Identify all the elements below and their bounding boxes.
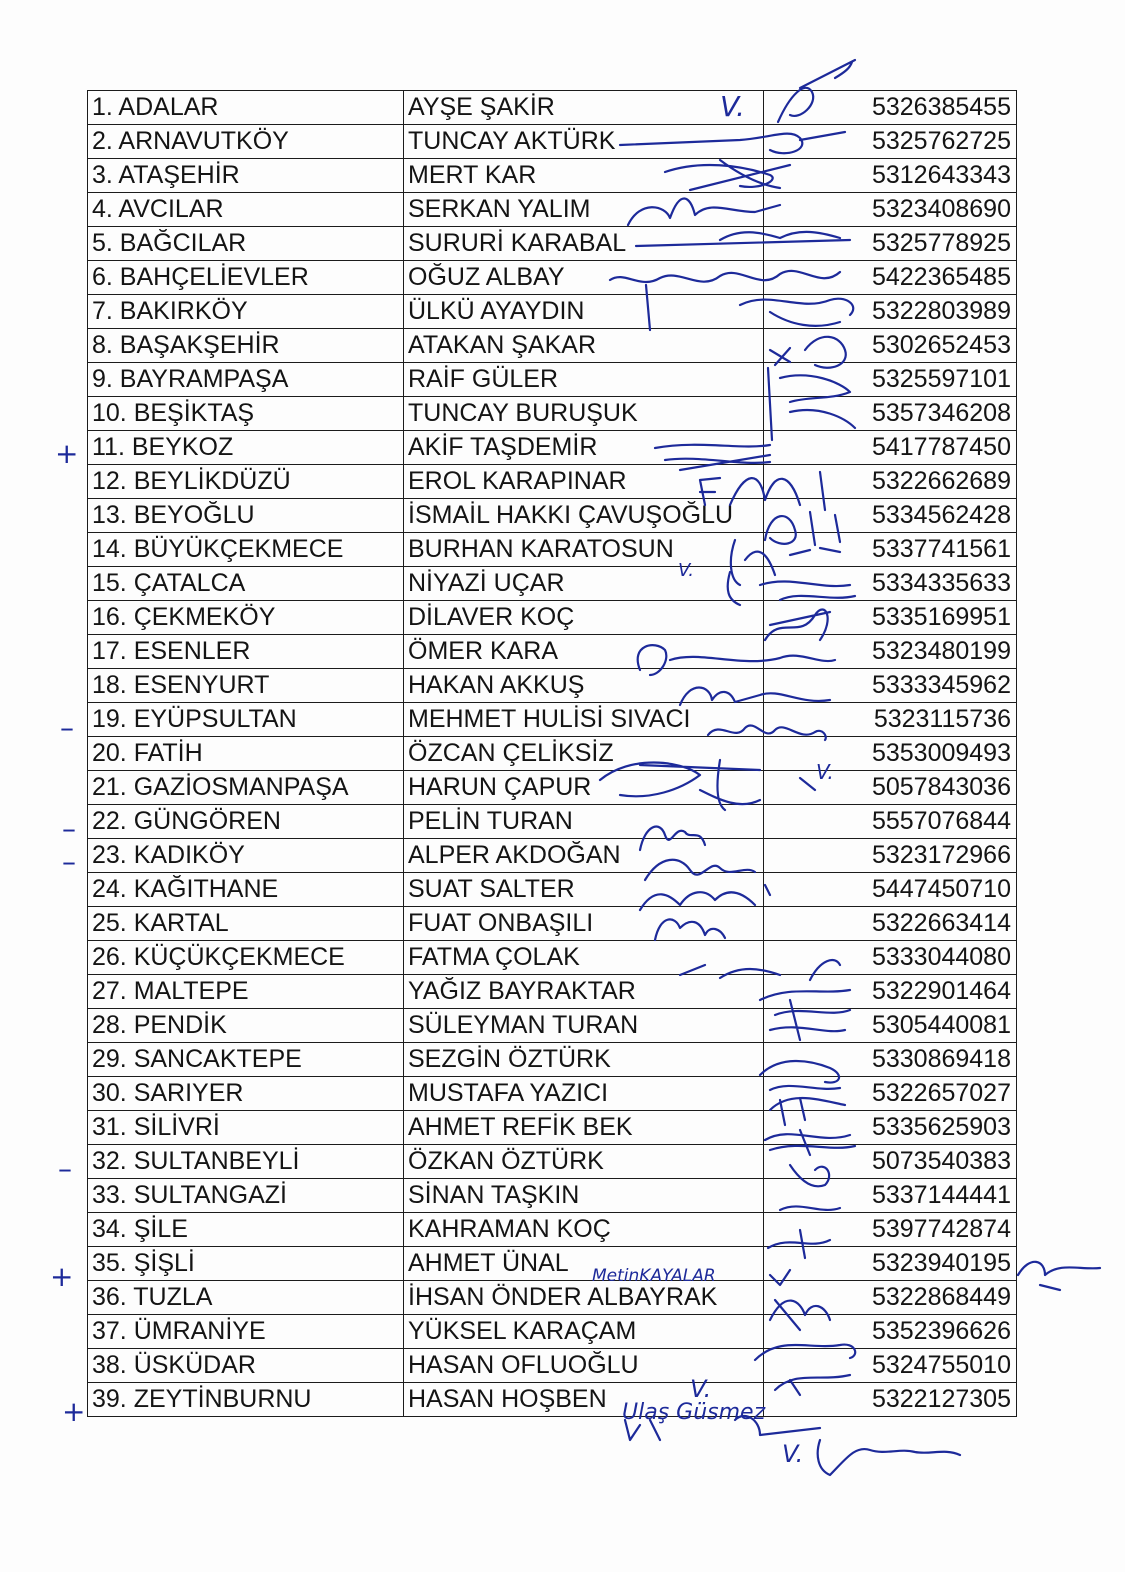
phone-cell: 5322901464: [764, 975, 1017, 1009]
person-cell: FATMA ÇOLAK: [404, 941, 764, 975]
district-cell: 7. BAKIRKÖY: [88, 295, 404, 329]
phone-cell: 5322868449: [764, 1281, 1017, 1315]
person-cell: HASAN HOŞBEN: [404, 1383, 764, 1417]
phone-cell: 5557076844: [764, 805, 1017, 839]
phone-cell: 5353009493: [764, 737, 1017, 771]
district-cell: 11. BEYKOZ: [88, 431, 404, 465]
phone-cell: 5334335633: [764, 567, 1017, 601]
phone-cell: 5397742874: [764, 1213, 1017, 1247]
table-row: [88, 465, 1017, 499]
phone-cell: 5333044080: [764, 941, 1017, 975]
district-cell: 6. BAHÇELİEVLER: [88, 261, 404, 295]
phone-cell: 5323408690: [764, 193, 1017, 227]
phone-cell: 5352396626: [764, 1315, 1017, 1349]
district-cell: 38. ÜSKÜDAR: [88, 1349, 404, 1383]
person-cell: PELİN TURAN: [404, 805, 764, 839]
phone-cell: 5323172966: [764, 839, 1017, 873]
district-cell: 3. ATAŞEHİR: [88, 159, 404, 193]
person-cell: FUAT ONBAŞILI: [404, 907, 764, 941]
person-cell: NİYAZİ UÇAR: [404, 567, 764, 601]
phone-cell: 5324755010: [764, 1349, 1017, 1383]
person-cell: HARUN ÇAPUR: [404, 771, 764, 805]
person-cell: EROL KARAPINAR: [404, 465, 764, 499]
phone-cell: 5326385455: [764, 91, 1017, 125]
table-row: [88, 1111, 1017, 1145]
district-cell: 32. SULTANBEYLİ: [88, 1145, 404, 1179]
person-cell: YÜKSEL KARAÇAM: [404, 1315, 764, 1349]
table-row: [88, 805, 1017, 839]
person-cell: SÜLEYMAN TURAN: [404, 1009, 764, 1043]
phone-cell: 5357346208: [764, 397, 1017, 431]
phone-cell: 5337741561: [764, 533, 1017, 567]
phone-cell: 5333345962: [764, 669, 1017, 703]
phone-cell: 5322127305: [764, 1383, 1017, 1417]
district-cell: 27. MALTEPE: [88, 975, 404, 1009]
proxy-mark-row-20: V.: [816, 760, 834, 784]
district-cell: 18. ESENYURT: [88, 669, 404, 703]
district-cell: 33. SULTANGAZİ: [88, 1179, 404, 1213]
district-cell: 1. ADALAR: [88, 91, 404, 125]
phone-cell: 5422365485: [764, 261, 1017, 295]
person-cell: RAİF GÜLER: [404, 363, 764, 397]
phone-cell: 5335625903: [764, 1111, 1017, 1145]
district-cell: 4. AVCILAR: [88, 193, 404, 227]
district-cell: 8. BAŞAKŞEHİR: [88, 329, 404, 363]
district-cell: 34. ŞİLE: [88, 1213, 404, 1247]
table-row: [88, 839, 1017, 873]
table-row: [88, 567, 1017, 601]
district-cell: 15. ÇATALCA: [88, 567, 404, 601]
person-cell: MUSTAFA YAZICI: [404, 1077, 764, 1111]
margin-plus-row-35: +: [50, 1260, 74, 1293]
phone-cell: 5417787450: [764, 431, 1017, 465]
phone-cell: 5335169951: [764, 601, 1017, 635]
table-row: [88, 941, 1017, 975]
proxy-mark-row-1: V.: [720, 90, 745, 123]
district-cell: 24. KAĞITHANE: [88, 873, 404, 907]
table-row: [88, 601, 1017, 635]
table-row: [88, 669, 1017, 703]
person-cell: ÖZCAN ÇELİKSİZ: [404, 737, 764, 771]
district-cell: 20. FATİH: [88, 737, 404, 771]
person-cell: AHMET REFİK BEK: [404, 1111, 764, 1145]
table-row: [88, 873, 1017, 907]
margin-dash-row-22: –: [62, 812, 76, 845]
table-row: [88, 975, 1017, 1009]
person-cell: ÜLKÜ AYAYDIN: [404, 295, 764, 329]
table-row: [88, 431, 1017, 465]
person-cell: MEHMET HULİSİ SIVACI: [404, 703, 764, 737]
table-row: [88, 295, 1017, 329]
person-cell: OĞUZ ALBAY: [404, 261, 764, 295]
phone-cell: 5057843036: [764, 771, 1017, 805]
table-row: [88, 261, 1017, 295]
table-row: [88, 737, 1017, 771]
table-row: [88, 907, 1017, 941]
district-cell: 26. KÜÇÜKÇEKMECE: [88, 941, 404, 975]
phone-cell: 5325597101: [764, 363, 1017, 397]
table-row: [88, 771, 1017, 805]
phone-cell: 5323115736: [764, 703, 1017, 737]
person-cell: SURURİ KARABAL: [404, 227, 764, 261]
proxy-mark-row-38: V.: [690, 1375, 712, 1403]
district-cell: 37. ÜMRANİYE: [88, 1315, 404, 1349]
district-cell: 9. BAYRAMPAŞA: [88, 363, 404, 397]
phone-cell: 5325778925: [764, 227, 1017, 261]
person-cell: AHMET ÜNAL: [404, 1247, 764, 1281]
table-row: [88, 1315, 1017, 1349]
margin-plus-row-39: +: [62, 1395, 86, 1428]
margin-dash-row-32: –: [58, 1152, 72, 1185]
district-cell: 23. KADIKÖY: [88, 839, 404, 873]
phone-cell: 5330869418: [764, 1043, 1017, 1077]
district-cell: 21. GAZİOSMANPAŞA: [88, 771, 404, 805]
person-cell: AYŞE ŞAKİR: [404, 91, 764, 125]
district-cell: 2. ARNAVUTKÖY: [88, 125, 404, 159]
phone-cell: 5323940195: [764, 1247, 1017, 1281]
person-cell: İSMAİL HAKKI ÇAVUŞOĞLU: [404, 499, 764, 533]
phone-cell: 5302652453: [764, 329, 1017, 363]
district-cell: 17. ESENLER: [88, 635, 404, 669]
district-cell: 22. GÜNGÖREN: [88, 805, 404, 839]
table-row: [88, 1043, 1017, 1077]
phone-cell: 5447450710: [764, 873, 1017, 907]
person-cell: SİNAN TAŞKIN: [404, 1179, 764, 1213]
table-row: [88, 1383, 1017, 1417]
person-cell: BURHAN KARATOSUN: [404, 533, 764, 567]
phone-cell: 5305440081: [764, 1009, 1017, 1043]
table-row: [88, 193, 1017, 227]
person-cell: SUAT SALTER: [404, 873, 764, 907]
phone-cell: 5073540383: [764, 1145, 1017, 1179]
table-row: [88, 397, 1017, 431]
district-cell: 12. BEYLİKDÜZÜ: [88, 465, 404, 499]
district-cell: 28. PENDİK: [88, 1009, 404, 1043]
table-row: [88, 1009, 1017, 1043]
person-cell: ATAKAN ŞAKAR: [404, 329, 764, 363]
phone-cell: 5312643343: [764, 159, 1017, 193]
district-cell: 29. SANCAKTEPE: [88, 1043, 404, 1077]
person-cell: İHSAN ÖNDER ALBAYRAK: [404, 1281, 764, 1315]
table-row: [88, 227, 1017, 261]
district-cell: 35. ŞİŞLİ: [88, 1247, 404, 1281]
phone-cell: 5337144441: [764, 1179, 1017, 1213]
district-cell: 5. BAĞCILAR: [88, 227, 404, 261]
person-cell: AKİF TAŞDEMİR: [404, 431, 764, 465]
person-cell: SEZGİN ÖZTÜRK: [404, 1043, 764, 1077]
table-row: [88, 1145, 1017, 1179]
person-cell: ÖMER KARA: [404, 635, 764, 669]
phone-cell: 5323480199: [764, 635, 1017, 669]
table-row: [88, 1349, 1017, 1383]
handwritten-note-row-39: Ulaş Güsmez: [622, 1400, 766, 1425]
margin-dash-row-23: –: [62, 845, 76, 878]
district-cell: 31. SİLİVRİ: [88, 1111, 404, 1145]
phone-cell: 5322662689: [764, 465, 1017, 499]
person-cell: KAHRAMAN KOÇ: [404, 1213, 764, 1247]
table-row: [88, 635, 1017, 669]
table-row: [88, 125, 1017, 159]
table-row: [88, 1077, 1017, 1111]
phone-cell: 5322663414: [764, 907, 1017, 941]
margin-dash-row-19: –: [60, 711, 74, 744]
person-cell: ALPER AKDOĞAN: [404, 839, 764, 873]
table-row: [88, 363, 1017, 397]
table-row: [88, 329, 1017, 363]
district-cell: 36. TUZLA: [88, 1281, 404, 1315]
district-cell: 10. BEŞİKTAŞ: [88, 397, 404, 431]
person-cell: DİLAVER KOÇ: [404, 601, 764, 635]
table-row: [88, 1179, 1017, 1213]
proxy-mark-row-14: V.: [678, 560, 694, 581]
roster-body: [88, 91, 1017, 1417]
table-row: [88, 159, 1017, 193]
margin-plus-row-11: +: [55, 437, 79, 470]
person-cell: ÖZKAN ÖZTÜRK: [404, 1145, 764, 1179]
person-cell: MERT KAR: [404, 159, 764, 193]
person-cell: HAKAN AKKUŞ: [404, 669, 764, 703]
district-cell: 13. BEYOĞLU: [88, 499, 404, 533]
person-cell: TUNCAY AKTÜRK: [404, 125, 764, 159]
district-cell: 16. ÇEKMEKÖY: [88, 601, 404, 635]
table-row: [88, 533, 1017, 567]
table-row: [88, 1281, 1017, 1315]
phone-cell: 5325762725: [764, 125, 1017, 159]
table-row: [88, 703, 1017, 737]
person-cell: SERKAN YALIM: [404, 193, 764, 227]
phone-cell: 5322657027: [764, 1077, 1017, 1111]
district-cell: 19. EYÜPSULTAN: [88, 703, 404, 737]
district-cell: 30. SARIYER: [88, 1077, 404, 1111]
district-cell: 39. ZEYTİNBURNU: [88, 1383, 404, 1417]
person-cell: YAĞIZ BAYRAKTAR: [404, 975, 764, 1009]
table-row: [88, 1247, 1017, 1281]
district-cell: 14. BÜYÜKÇEKMECE: [88, 533, 404, 567]
person-cell: TUNCAY BURUŞUK: [404, 397, 764, 431]
phone-cell: 5322803989: [764, 295, 1017, 329]
district-cell: 25. KARTAL: [88, 907, 404, 941]
handwritten-note-row-35: MetinKAYALAR: [592, 1266, 716, 1286]
person-cell: HASAN OFLUOĞLU: [404, 1349, 764, 1383]
proxy-mark-row-39: V.: [782, 1440, 804, 1468]
roster-table: [87, 90, 1017, 1417]
table-row: [88, 499, 1017, 533]
table-row: [88, 91, 1017, 125]
phone-cell: 5334562428: [764, 499, 1017, 533]
table-row: [88, 1213, 1017, 1247]
